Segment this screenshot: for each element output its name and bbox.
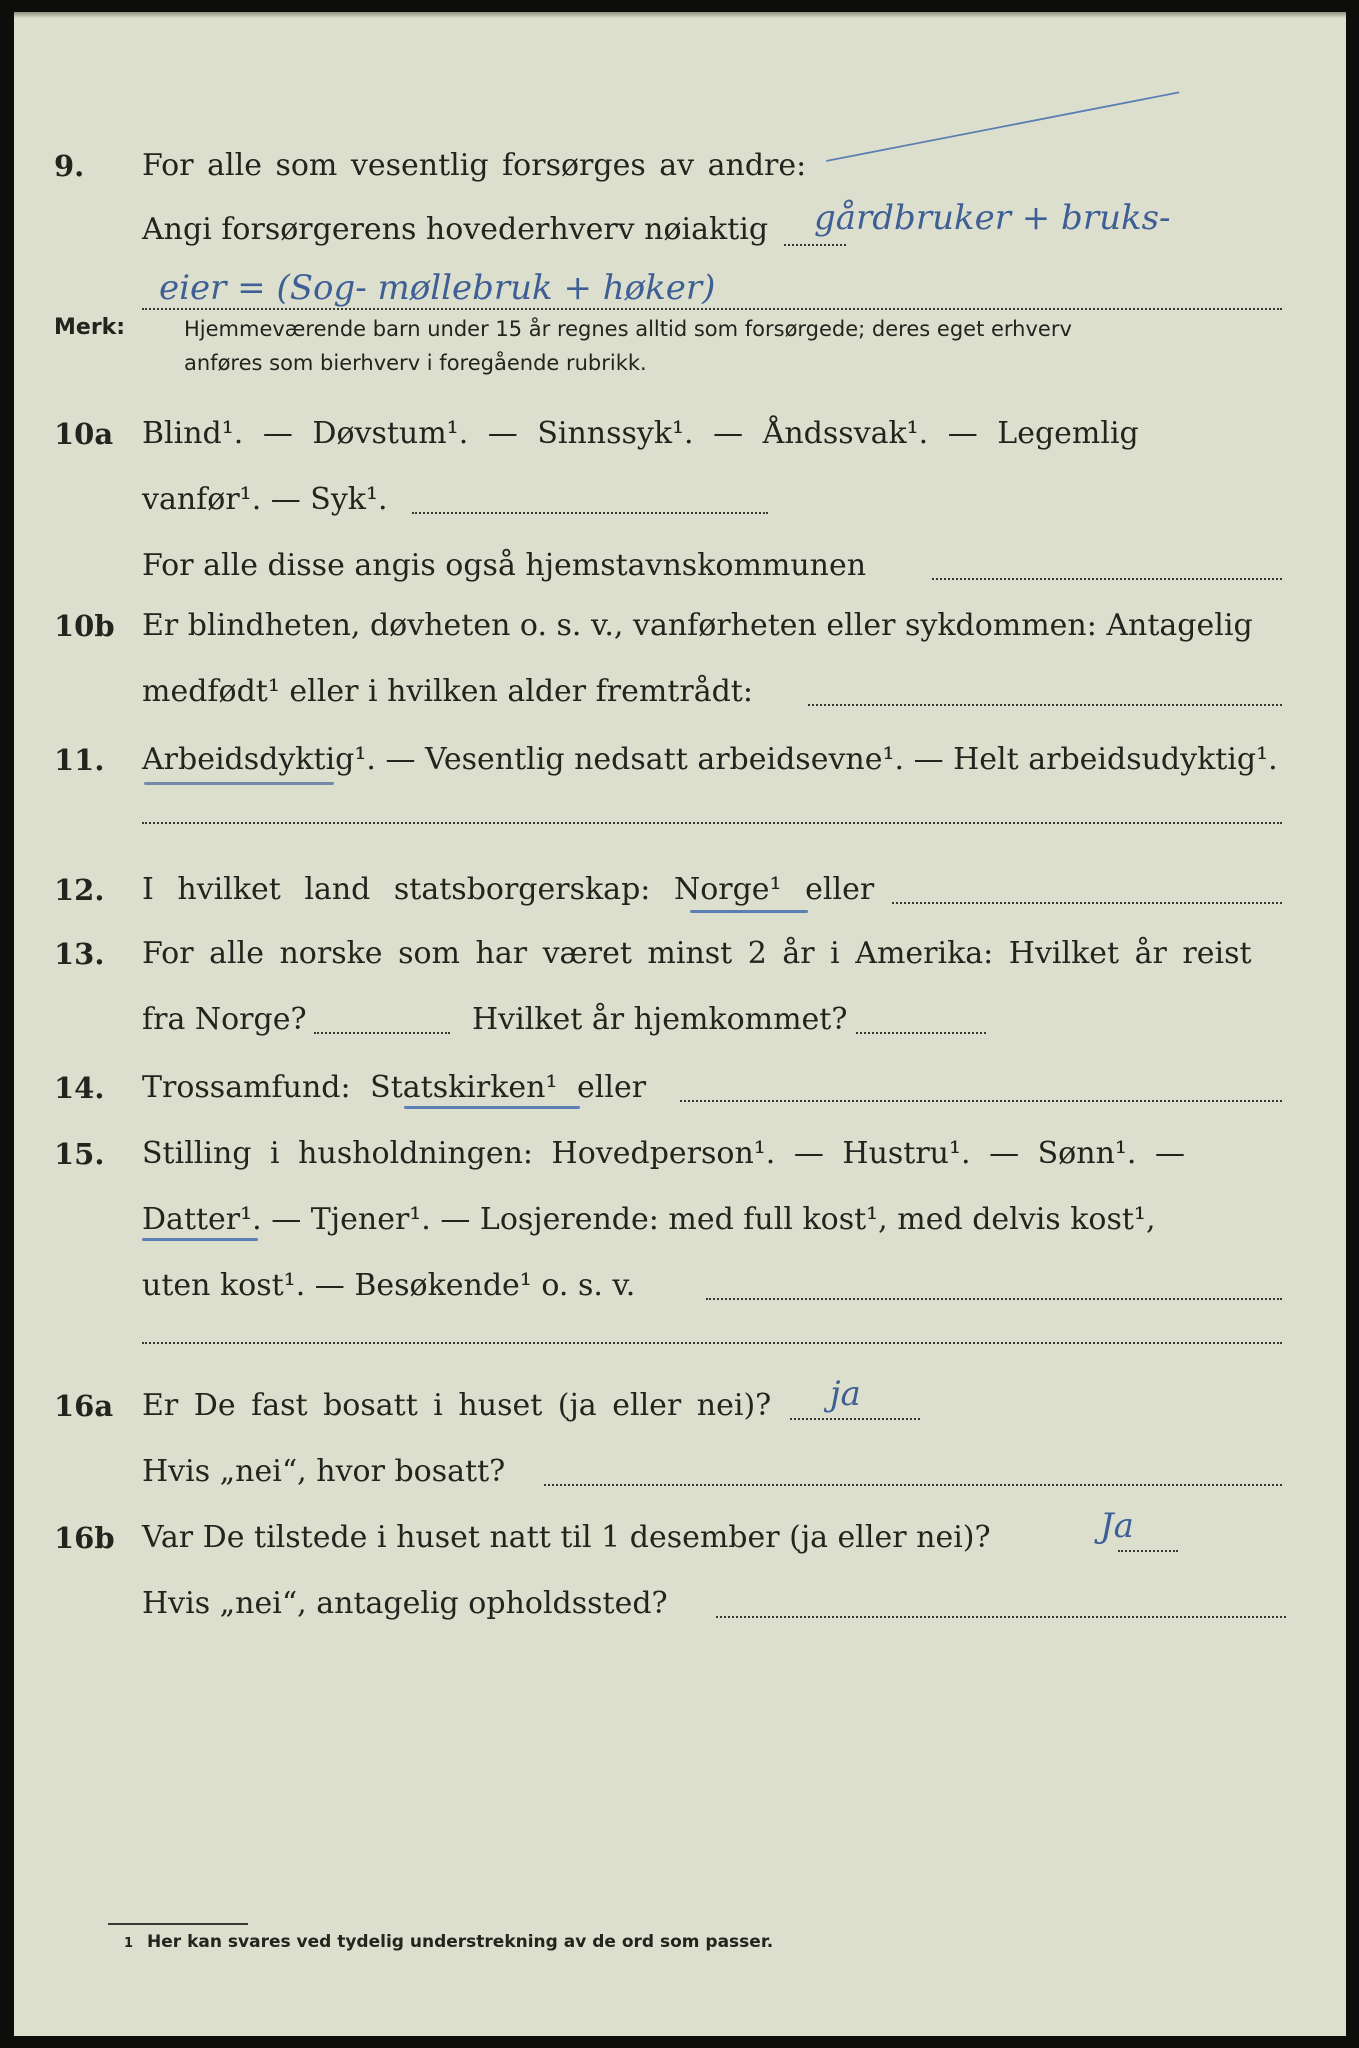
q9-answer-line: [142, 308, 1282, 310]
q9-handwritten-answer-2: eier = (Sog- møllebruk + høker): [159, 268, 716, 308]
q11-text-rest: — Vesentlig nedsatt arbeidsevne¹. — Helt arbeidsudyktig¹.: [385, 742, 1278, 777]
q16a-dotted-line: [790, 1418, 920, 1420]
q10a-text-line2: vanfør¹. — Syk¹.: [142, 482, 388, 517]
q16b-handwritten-answer: Ja: [1100, 1506, 1134, 1546]
q9-handwritten-answer-1: gårdbruker + bruks-: [814, 198, 1171, 238]
footnote-text: Her kan svares ved tydelig understrekning av de ord som passer.: [147, 1932, 774, 1952]
q10b-text-line2: medfødt¹ eller i hvilken alder fremtrådt:: [142, 674, 753, 709]
q14-dotted-line: [680, 1100, 1282, 1102]
q16a-number: 16a: [54, 1389, 114, 1423]
q9-dotted-line: [784, 244, 846, 246]
q15-text-line2: [142, 1194, 1155, 1246]
q9-text-line1: For alle som vesentlig forsørges av andre:: [142, 148, 807, 183]
q13-text-line1: For alle norske som har været minst 2 år i Amerika: Hvilket år reist: [142, 936, 1252, 971]
q13-hjemkommet-prompt: Hvilket år hjemkommet?: [472, 1002, 848, 1037]
q16b-opholdssted-dotted-line: [716, 1616, 1286, 1618]
footnote-rule: [108, 1923, 248, 1925]
q10a-syk-dotted-line: [412, 512, 768, 514]
q15-text-line2-rest: — Tjener¹. — Losjerende: med full kost¹, med delvis kost¹,: [271, 1202, 1156, 1237]
q16b-dotted-line: [1118, 1550, 1178, 1552]
q11-underline-mark: [144, 782, 334, 785]
q15-text-line1: Stilling i husholdningen: Hovedperson¹. — Hustru¹. — Sønn¹. —: [142, 1136, 1185, 1171]
merk-label: Merk:: [54, 315, 126, 340]
q13-reist-prompt: fra Norge?: [142, 1002, 307, 1037]
q14-underline-mark: [404, 1106, 580, 1109]
q10b-number: 10b: [54, 609, 115, 643]
q12-text: [142, 864, 874, 916]
q11-text: [142, 734, 1278, 786]
q10a-text-line1: Blind¹. — Døvstum¹. — Sinnssyk¹. — Åndssvak¹. — Legemlig: [142, 416, 1139, 451]
q10a-number: 10a: [54, 417, 114, 451]
q13-reist-dotted-line: [314, 1032, 450, 1034]
q14-prompt: Trossamfund:: [142, 1070, 351, 1105]
q12-prompt: I hvilket land statsborgerskap:: [142, 872, 651, 907]
q15-text-line3: uten kost¹. — Besøkende¹ o. s. v.: [142, 1268, 636, 1303]
footnote: [124, 1932, 773, 1952]
q15-option-datter: Datter¹.: [142, 1202, 262, 1237]
q10a-text-line3: For alle disse angis også hjemstavnskommunen: [142, 548, 867, 583]
q15-dotted-line-1: [706, 1298, 1282, 1300]
census-form-page: [14, 12, 1346, 2036]
q9-number: 9.: [54, 149, 85, 183]
q16a-handwritten-answer: ja: [830, 1374, 861, 1414]
q11-option-arbeidsdyktig: Arbeidsdyktig¹.: [142, 742, 376, 777]
q15-dotted-line-2: [142, 1342, 1282, 1344]
q16a-text-line1: Er De fast bosatt i huset (ja eller nei)?: [142, 1388, 772, 1423]
q12-underline-mark: [690, 910, 808, 913]
q10b-text-line1: Er blindheten, døvheten o. s. v., vanførheten eller sykdommen: Antagelig: [142, 608, 1253, 643]
q12-number: 12.: [54, 873, 105, 907]
q12-eller: eller: [805, 872, 875, 907]
q13-hjemkommet-dotted-line: [856, 1032, 986, 1034]
footnote-mark: 1: [124, 1936, 134, 1951]
q9-text-line2: Angi forsørgerens hovederhverv nøiaktig: [142, 212, 769, 247]
q12-dotted-line: [892, 902, 1282, 904]
q16b-text-line2: Hvis „nei“, antagelig opholdssted?: [142, 1586, 668, 1621]
q14-number: 14.: [54, 1071, 105, 1105]
q14-option-statskirken: Statskirken¹: [370, 1070, 558, 1105]
q11-dotted-line: [142, 822, 1282, 824]
q15-underline-mark: [142, 1238, 258, 1241]
q9-handwritten-stroke: [826, 91, 1180, 162]
merk-text-line1: Hjemmeværende barn under 15 år regnes alltid som forsørgede; deres eget erhverv: [184, 317, 1072, 341]
q13-number: 13.: [54, 937, 105, 971]
q14-eller: eller: [577, 1070, 647, 1105]
q15-number: 15.: [54, 1137, 105, 1171]
q10a-home-dotted-line: [932, 578, 1282, 580]
merk-text-line2: anføres som bierhverv i foregående rubrikk.: [184, 351, 647, 375]
q11-number: 11.: [54, 743, 105, 777]
q16a-bosatt-dotted-line: [544, 1484, 1282, 1486]
q10b-dotted-line: [808, 704, 1282, 706]
q16b-number: 16b: [54, 1521, 115, 1555]
q16b-text-line1: Var De tilstede i huset natt til 1 desember (ja eller nei)?: [142, 1520, 991, 1555]
q12-option-norge: Norge¹: [673, 872, 782, 907]
page-edge: [14, 12, 1346, 18]
q16a-text-line2: Hvis „nei“, hvor bosatt?: [142, 1454, 506, 1489]
